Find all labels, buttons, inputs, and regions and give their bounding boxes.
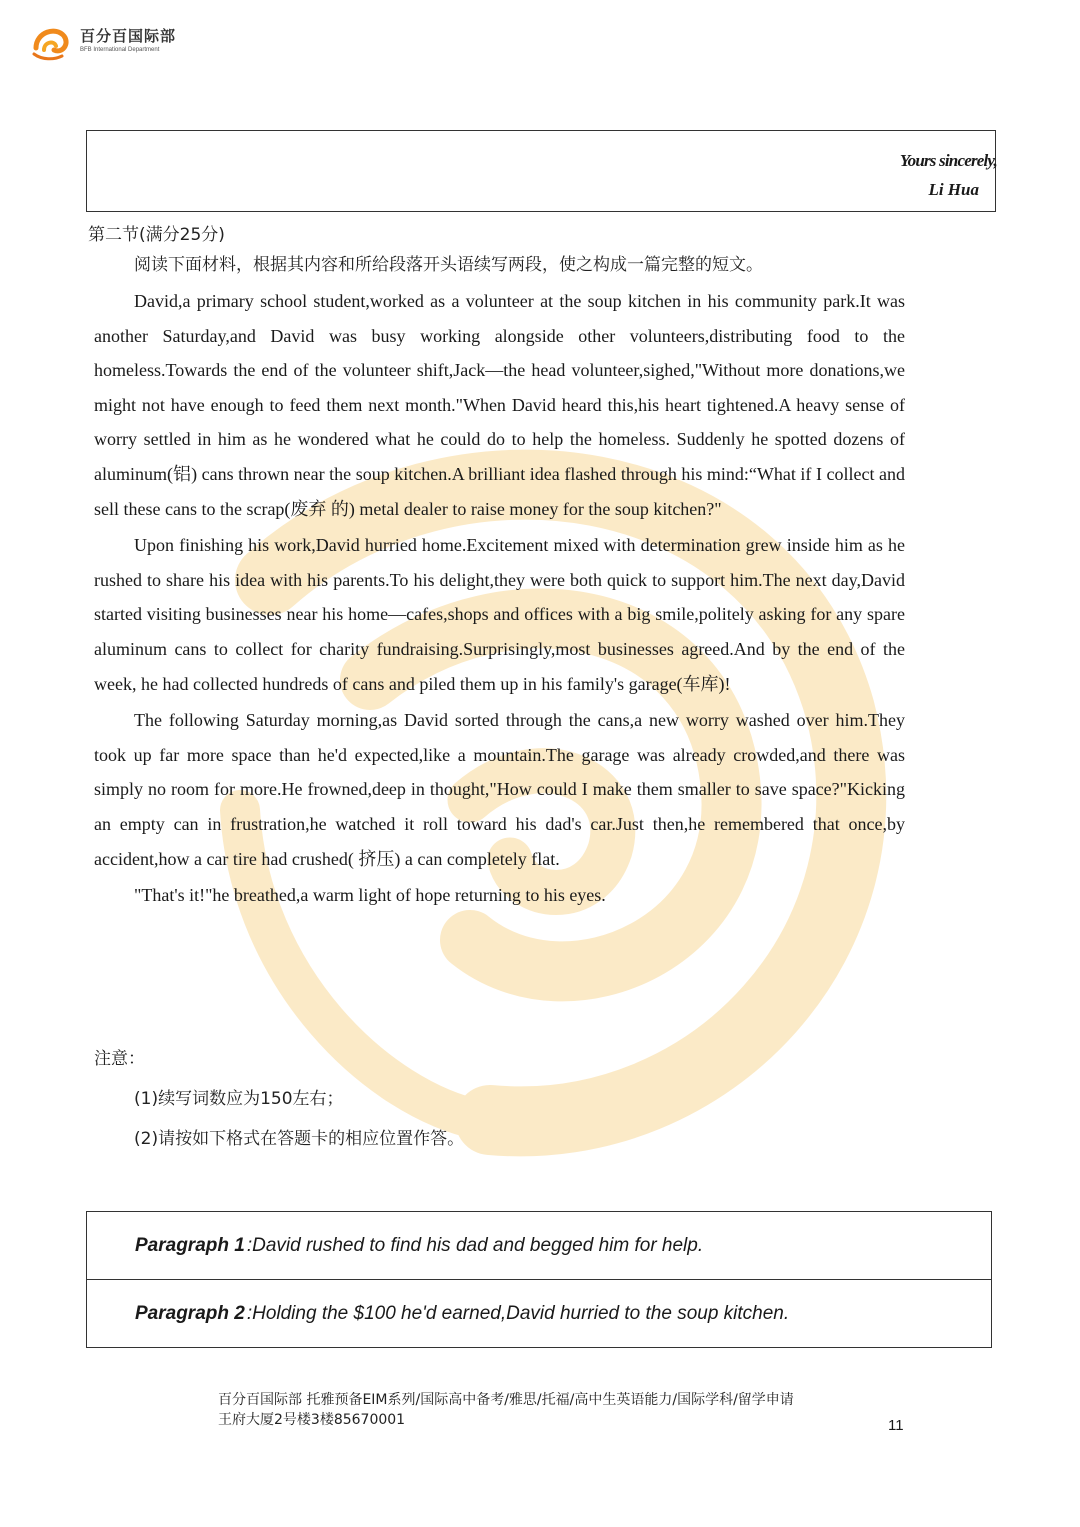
notes (94, 1044, 464, 1164)
story-text (94, 284, 905, 915)
letter-box (86, 130, 996, 212)
notes-item-2: (2)请按如下格式在答题卡的相应位置作答。 (134, 1129, 465, 1149)
letter-closing: Yours sincerely, (899, 151, 997, 170)
answer-format-box (86, 1211, 992, 1348)
logo-en-text: BFB International Department (80, 47, 160, 53)
story-paragraph-1: David,a primary school student,worked as a volunteer at the soup kitchen in his community park.It was another Saturday,and David was busy working alongside other volunteers,distributing food to the homeless.Towards the end of the volunteer shift,Jack—the head volunteer,sighed,"Without more donations,we might not have enough to feed them next month."When David heard this,his heart tightened.A heavy sense of worry settled in him as he wondered what he could do to help the homeless. Suddenly he spotted dozens of aluminum(铝) cans thrown near the soup kitchen.A brilliant idea flashed through his mind:“What if I collect and sell these cans to the scrap(废弃 的) metal dealer to raise money for the soup kitchen?" (94, 291, 905, 519)
paragraph-2-opening: :Holding the $100 he'd earned,David hurried to the soup kitchen. (246, 1302, 790, 1324)
answer-row-1 (87, 1212, 991, 1279)
paragraph-1-opening: :David rushed to find his dad and begged him for help. (246, 1234, 704, 1256)
brand-logo (30, 20, 176, 62)
paragraph-2-label: Paragraph 2 (135, 1302, 245, 1324)
page-number: 11 (888, 1417, 904, 1434)
swirl-logo-icon (30, 20, 76, 62)
answer-row-2 (87, 1279, 991, 1347)
story-paragraph-2: Upon finishing his work,David hurried home.Excitement mixed with determination grew inside him as he rushed to share his idea with his parents.To his delight,they were both quick to support him.The next day,David started visiting businesses near his home—cafes,shops and offices with a big smile,politely asking for any spare aluminum cans to collect for charity fundraising.Surprisingly,most businesses agreed.And by the end of the week, he had collected hundreds of cans and piled them up in his family's garage(车库)! (94, 535, 905, 694)
notes-item-1: (1)续写词数应为150左右； (134, 1089, 344, 1109)
footer-line-1: 百分百国际部 托雅预备EIM系列/国际高中备考/雅思/托福/高中生英语能力/国际学科/留学申请 (218, 1392, 794, 1408)
page-footer (218, 1390, 794, 1430)
footer-line-2: 王府大厦2号楼3楼85670001 (218, 1412, 406, 1428)
notes-title: 注意： (94, 1049, 145, 1069)
story-paragraph-4: "That's it!"he breathed,a warm light of hope returning to his eyes. (134, 885, 606, 906)
story-paragraph-3: The following Saturday morning,as David sorted through the cans,a new worry washed over him.They took up far more space than he'd expected,like a mountain.The garage was already crowded,and there was simply no room for more.He frowned,deep in thought,"How could I make them smaller to save space?"Kicking an empty can in frustration,he watched it roll toward his dad's car.Just then,he remembered that once,by accident,how a car tire had crushed( 挤压) a can completely flat. (94, 710, 905, 869)
letter-signature: Li Hua (928, 180, 979, 199)
section-title: 第二节(满分25分) (88, 225, 225, 245)
logo-cn-text: 百分百国际部 (80, 27, 177, 45)
paragraph-1-label: Paragraph 1 (135, 1234, 245, 1256)
section-instruction: 阅读下面材料，根据其内容和所给段落开头语续写两段，使之构成一篇完整的短文。 (134, 255, 763, 275)
